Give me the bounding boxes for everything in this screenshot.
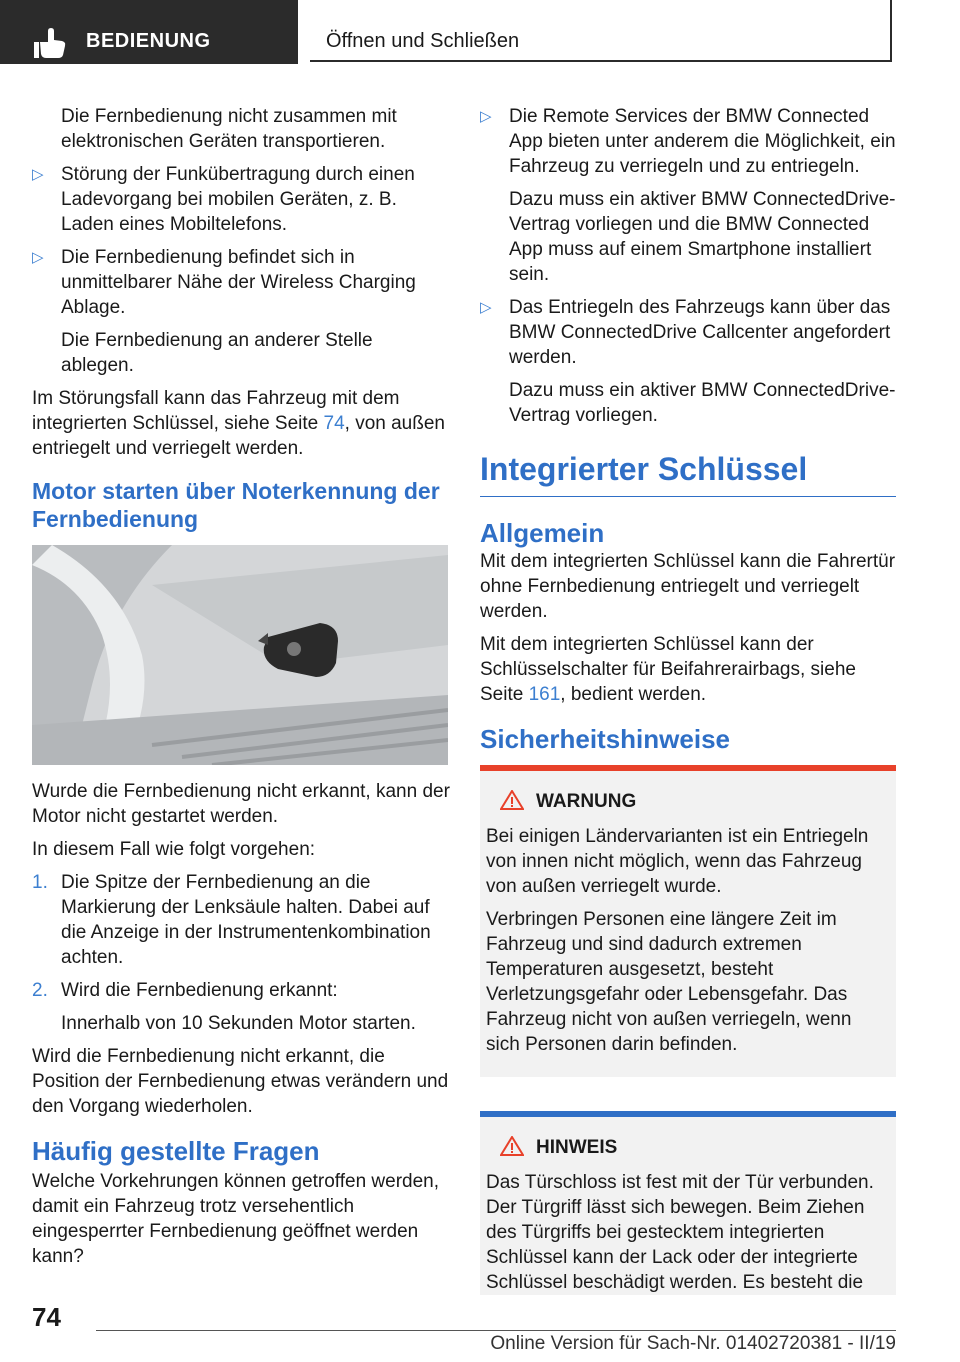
page-link[interactable]: 161 [528,684,561,705]
triangle-bullet-icon: ▷ [480,299,492,316]
list-item: ▷ Die Remote Services der BMW Connected App bieten unter anderem die Möglichkeit, ein Fahrzeug zu verriegeln und zu entriegeln. [480,106,896,177]
paragraph: Dazu muss ein aktiver BMW ConnectedDrive-Vertrag vorliegen und die BMW Connected App muss auf einem Smartphone installiert sein. [509,189,896,285]
footer-divider [96,1330,896,1331]
paragraph: Bei einigen Ländervarianten ist ein Entriegeln von innen nicht möglich, wenn das Fahrzeug von außen verriegelt wurde. [486,826,869,897]
section-heading: Häufig gestellte Fragen [32,1136,320,1166]
warning-title: WARNUNG [536,791,637,812]
right-column [480,104,896,1295]
left-column [32,104,450,1277]
header-chapter-tab [310,0,892,62]
paragraph: Welche Vorkehrungen können getroffen werden, damit ein Fahrzeug trotz versehentlich eingesperrter Fernbedienung geöffnet werden kann? [32,1171,440,1267]
section-heading: Allgemein [480,518,605,548]
list-item: 2. Wird die Fernbedienung erkannt: [32,980,338,1001]
paragraph: Das Türschloss ist fest mit der Tür verbunden. Der Türgriff lässt sich bewegen. Beim Ziehen des Türgriffs bei gestecktem integrierten Schlüssel kann der Lack oder der integrierte Schlüssel beschädigt werden. Es besteht die [486,1172,874,1293]
chapter-title: Öffnen und Schließen [326,30,520,52]
online-version-label: Online Version für Sach-Nr. 01402720381 - II/19 [490,1333,896,1354]
list-item: 1. Die Spitze der Fernbedienung an die Markierung der Lenksäule halten. Dabei auf die Anzeige in der Instrumentenkombination achten. [32,872,431,968]
chapter-heading: Integrierter Schlüssel [480,450,896,497]
warning-triangle-icon [500,790,524,810]
page-link[interactable]: 74 [323,413,345,434]
warning-triangle-icon [500,1136,524,1156]
note-title: HINWEIS [536,1137,618,1158]
section-heading: Sicherheitshinweise [480,724,730,754]
paragraph: Mit dem integrierten Schlüssel kann die Fahrertür ohne Fernbedienung entriegelt und verriegelt werden. [480,551,896,622]
page-number: 74 [32,1302,61,1332]
triangle-bullet-icon: ▷ [32,249,44,266]
triangle-bullet-icon: ▷ [480,108,492,125]
section-title: BEDIENUNG [86,30,211,52]
paragraph: Im Störungsfall kann das Fahrzeug mit dem integrierten Schlüssel, siehe Seite 74, von außen entriegelt und verriegelt werden. [32,388,445,459]
paragraph: In diesem Fall wie folgt vorgehen: [32,839,316,860]
paragraph: Innerhalb von 10 Sekunden Motor starten. [61,1013,416,1034]
header-section-tab [0,0,298,64]
paragraph: Die Fernbedienung an anderer Stelle ablegen. [61,330,373,376]
triangle-bullet-icon: ▷ [32,166,44,183]
paragraph: Wird die Fernbedienung nicht erkannt, die Position der Fernbedienung etwas verändern und den Vorgang wiederholen. [32,1046,449,1117]
section-heading: Motor starten über Noterkennung der Fernbedienung [32,478,440,532]
hand-icon [34,28,68,58]
warning-box [480,765,896,1077]
paragraph: Wurde die Fernbedienung nicht erkannt, kann der Motor nicht gestartet werden. [32,781,450,827]
paragraph: Die Fernbedienung nicht zusammen mit elektronischen Geräten transportieren. [61,106,397,152]
list-item: ▷ Die Fernbedienung befindet sich in unmittelbarer Nähe der Wireless Charging Ablage. [32,247,416,318]
paragraph: Verbringen Personen eine längere Zeit im Fahrzeug und sind dadurch extremen Temperaturen ausgesetzt, besteht Verletzungsgefahr oder Lebensgefahr. Das Fahrzeug nicht von außen verriegeln, wenn sich Personen darin befinden. [486,909,852,1055]
paragraph: Dazu muss ein aktiver BMW ConnectedDrive-Vertrag vorliegen. [509,380,896,426]
list-item: ▷ Das Entriegeln des Fahrzeugs kann über das BMW ConnectedDrive Callcenter angefordert werden. [480,297,891,368]
list-item: ▷ Störung der Funkübertragung durch einen Ladevorgang bei mobilen Geräten, z. B. Laden eines Mobiltelefons. [32,164,415,235]
note-box [480,1111,896,1295]
steering-column-photo [32,545,448,765]
paragraph: Mit dem integrierten Schlüssel kann der Schlüsselschalter für Beifahrerairbags, siehe Seite 161, bedient werden. [480,634,856,705]
